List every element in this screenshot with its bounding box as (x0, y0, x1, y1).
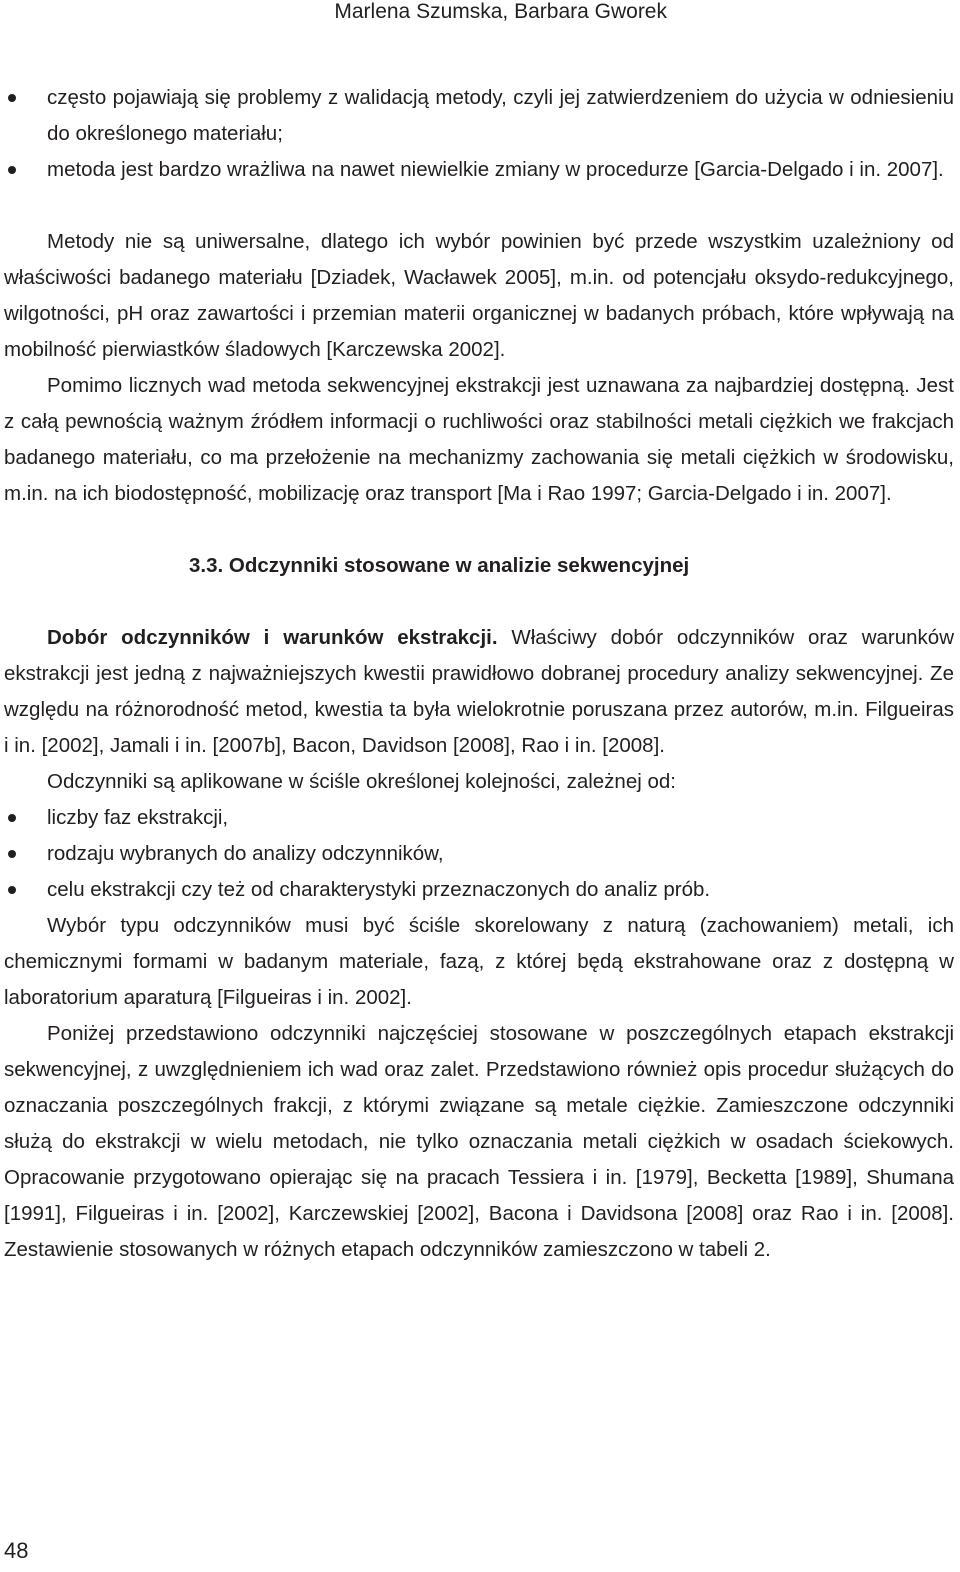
paragraph: Metody nie są uniwersalne, dlatego ich wybór powinien być przede wszystkim uzależniony od właściwości badanego materiału [Dziadek, Wacławek 2005], m.in. od potencjału oksydo-redukcyjnego, wilgotności, pH oraz zawartości i przemian materii organicznej w badanych próbach, które wpływają na mobilność pierwiastków śladowych [Karczewska 2002]. (4, 230, 954, 361)
section-heading (4, 548, 954, 584)
running-head: Marlena Szumska, Barbara Gworek (334, 0, 667, 23)
spacer (4, 188, 954, 224)
paragraph (4, 620, 954, 764)
page-body (4, 80, 954, 1268)
list-item: często pojawiają się problemy z walidacją metody, czyli jej zatwierdzeniem do użycia w odniesieniu do określonego materiału; (4, 80, 954, 152)
list-intro: Odczynniki są aplikowane w ściśle określonej kolejności, zależnej od: (47, 770, 676, 793)
list-item: metoda jest bardzo wrażliwa na nawet niewielkie zmiany w procedurze [Garcia-Delgado i in. 2007]. (4, 152, 954, 188)
list-item: liczby faz ekstrakcji, (4, 800, 954, 836)
bullet-list-criteria (4, 800, 954, 908)
spacer (4, 512, 954, 548)
list-item: celu ekstrakcji czy też od charakterystyki przeznaczonych do analiz prób. (4, 872, 954, 908)
section-number: 3.3. (189, 554, 224, 577)
page-number: 48 (4, 1538, 29, 1563)
paragraph: Pomimo licznych wad metoda sekwencyjnej ekstrakcji jest uznawana za najbardziej dostępną. Jest z całą pewnością ważnym źródłem informacji o ruchliwości oraz stabilności metali ciężkich we frakcjach badanego materiału, co ma przełożenie na mechanizmy zachowania się metali ciężkich w środowisku, m.in. na ich biodostępność, mobilizację oraz transport [Ma i Rao 1997; Garcia-Delgado i in. 2007]. (4, 374, 954, 505)
bullet-list-top (4, 80, 954, 188)
paragraph: Poniżej przedstawiono odczynniki najczęściej stosowane w poszczególnych etapach ekstrakcji sekwencyjnej, z uwzględnieniem ich wad oraz zalet. Przedstawiono również opis procedur służących do oznaczania poszczególnych frakcji, z którymi związane są metale ciężkie. Zamieszczone odczynniki służą do ekstrakcji w wielu metodach, nie tylko oznaczania metali ciężkich w osadach ściekowych. Opracowanie przygotowano opierając się na pracach Tessiera i in. [1979], Becketta [1989], Shumana [1991], Filgueiras i in. [2002], Karczewskiej [2002], Bacona i Davidsona [2008] oraz Rao i in. [2008]. Zestawienie stosowanych w różnych etapach odczynników zamieszczono w tabeli 2. (4, 1022, 954, 1261)
section-title: Odczynniki stosowane w analizie sekwencyjnej (228, 554, 690, 577)
paragraph: Wybór typu odczynników musi być ściśle skorelowany z naturą (zachowaniem) metali, ich chemicznymi formami w badanym materiale, fazą, z której będą ekstrahowane oraz z dostępną w laboratorium aparaturą [Filgueiras i in. 2002]. (4, 914, 954, 1009)
spacer (4, 584, 954, 620)
runin-heading: Dobór odczynników i warunków ekstrakcji. (47, 626, 498, 649)
runin-text: Właściwy dobór odczynników oraz warunków ekstrakcji jest jedną z najważniejszych kwestii prawidłowo dobranej procedury analizy sekwencyjnej. Ze względu na różnorodność metod, kwestia ta była wielokrotnie poruszana przez autorów, m.in. Filgueiras i in. [2002], Jamali i in. [2007b], Bacon, Davidson [2008], Rao i in. [2008]. (4, 626, 954, 757)
list-item: rodzaju wybranych do analizy odczynników, (4, 836, 954, 872)
